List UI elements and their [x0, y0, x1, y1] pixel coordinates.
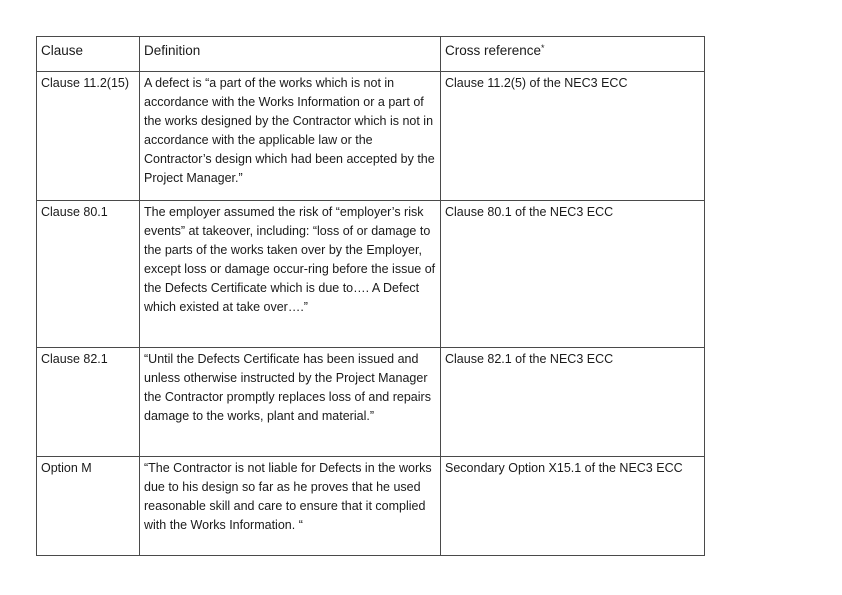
header-definition: Definition [140, 37, 441, 72]
header-clause: Clause [37, 37, 140, 72]
cell-cross-reference: Clause 82.1 of the NEC3 ECC [441, 348, 705, 457]
cell-cross-reference: Clause 11.2(5) of the NEC3 ECC [441, 72, 705, 201]
table-header [37, 37, 705, 72]
cell-clause: Option M [37, 457, 140, 556]
header-cross-reference [441, 37, 705, 72]
cell-clause: Clause 11.2(15) [37, 72, 140, 201]
table-row [37, 348, 705, 457]
footnote-mark: * [541, 43, 545, 53]
table-row [37, 72, 705, 201]
table-row [37, 457, 705, 556]
cell-clause: Clause 82.1 [37, 348, 140, 457]
cell-clause: Clause 80.1 [37, 201, 140, 348]
header-cross-reference-label: Cross reference [445, 43, 542, 58]
cell-definition: “Until the Defects Certificate has been issued and unless otherwise instructed by the Project Manager the Contractor promptly replaces loss of and repairs damage to the works, plant and material.” [140, 348, 441, 457]
table-body [37, 72, 705, 556]
header-row [37, 37, 705, 72]
cell-cross-reference: Secondary Option X15.1 of the NEC3 ECC [441, 457, 705, 556]
cell-definition: A defect is “a part of the works which is not in accordance with the Works Information or a part of the works designed by the Contractor which is not in accordance with the applicable law or the Contractor’s design which had been accepted by the Project Manager.” [140, 72, 441, 201]
definitions-table [36, 36, 705, 556]
cell-cross-reference: Clause 80.1 of the NEC3 ECC [441, 201, 705, 348]
cell-definition: “The Contractor is not liable for Defects in the works due to his design so far as he proves that he used reasonable skill and care to ensure that it complied with the Works Information. “ [140, 457, 441, 556]
table-row [37, 201, 705, 348]
cell-definition: The employer assumed the risk of “employer’s risk events” at takeover, including: “loss of or damage to the parts of the works taken over by the Employer, except loss or damage occur-ring before the issue of the Defects Certificate which is due to…. A Defect which existed at take over….” [140, 201, 441, 348]
